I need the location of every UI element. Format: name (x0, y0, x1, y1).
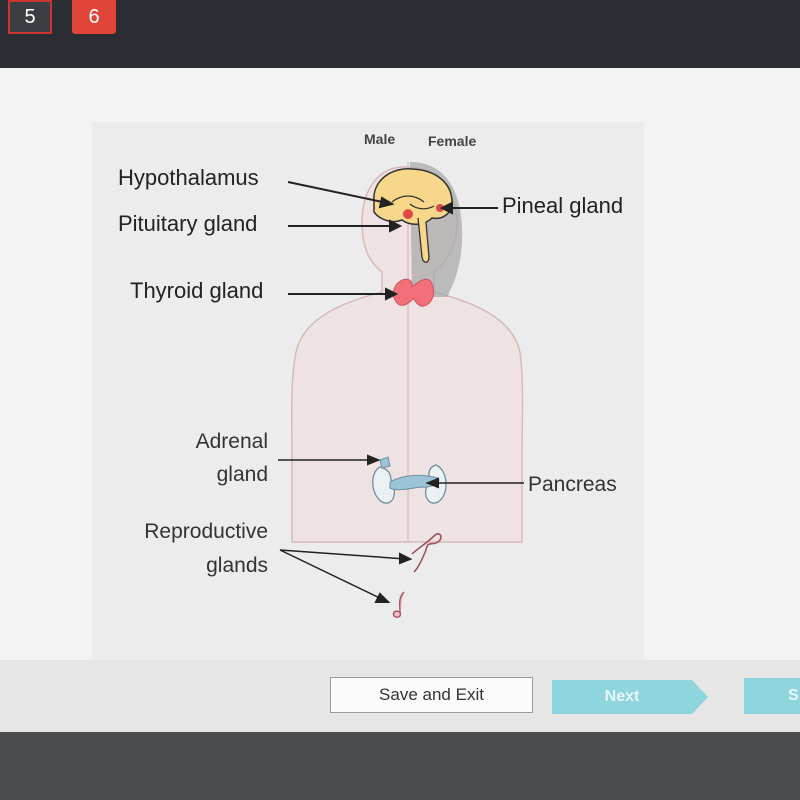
top-navigation-bar (0, 0, 800, 68)
male-header: Male (364, 131, 396, 147)
pituitary-gland-label: Pituitary gland (118, 211, 258, 236)
bottom-bezel (0, 732, 800, 800)
pancreas-label: Pancreas (528, 473, 617, 496)
female-header: Female (428, 133, 477, 149)
endocrine-system-diagram (92, 122, 644, 660)
question-6-button[interactable]: 6 (72, 0, 116, 34)
next-button[interactable]: Next (552, 680, 692, 714)
thyroid-gland-label: Thyroid gland (130, 278, 264, 303)
submit-button[interactable]: S (744, 678, 800, 714)
adrenal-label-line2: gland (216, 463, 268, 486)
adrenal-label-line1: Adrenal (195, 430, 268, 453)
hypothalamus-label: Hypothalamus (118, 165, 259, 190)
reproductive-label-line1: Reproductive (144, 520, 268, 543)
pineal-gland-label: Pineal gland (502, 193, 624, 218)
reproductive-label-line2: glands (206, 554, 268, 577)
hypothalamus-dot (403, 209, 413, 219)
save-and-exit-button[interactable]: Save and Exit (330, 677, 533, 713)
question-5-button[interactable]: 5 (8, 0, 52, 34)
